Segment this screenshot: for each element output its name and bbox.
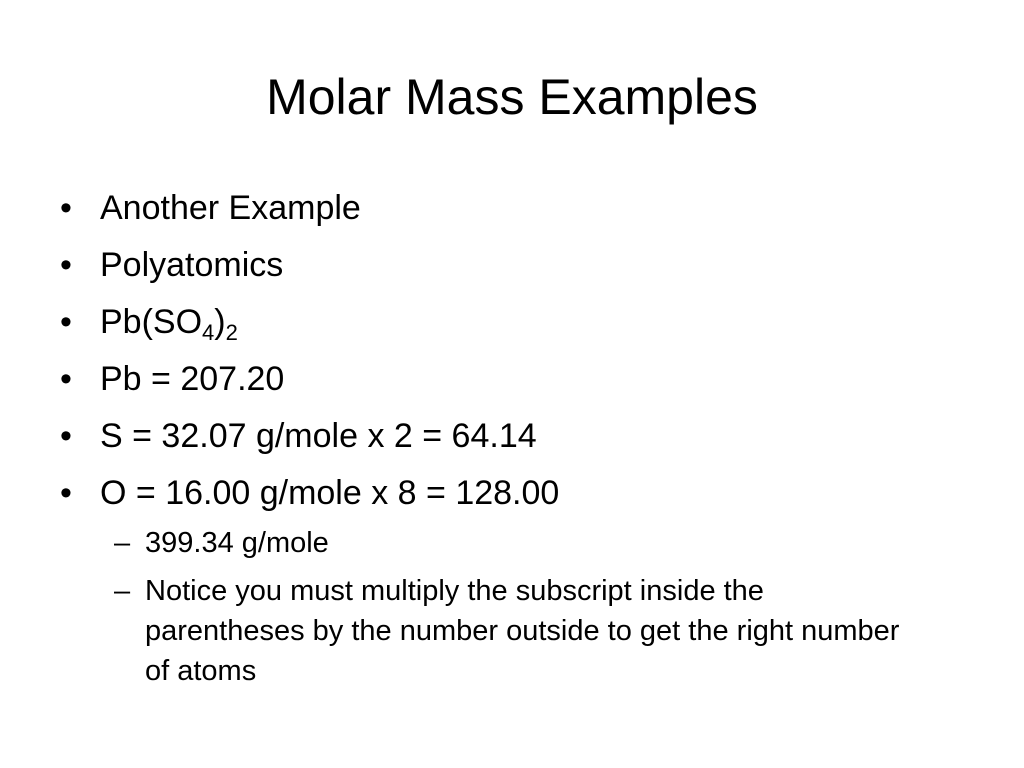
bullet-marker: •	[60, 189, 72, 227]
bullet-item	[60, 180, 960, 237]
bullet-item	[60, 294, 960, 351]
formula-part: )	[214, 303, 226, 341]
bullet-marker: •	[60, 246, 72, 284]
bullet-item	[60, 465, 960, 522]
formula-subscript: 4	[202, 320, 215, 345]
sub-bullet-item	[60, 523, 960, 563]
formula-part: Pb(SO	[100, 303, 203, 341]
chemical-formula	[100, 303, 238, 345]
bullet-list	[60, 180, 960, 691]
formula-subscript: 2	[225, 320, 238, 345]
bullet-item	[60, 237, 960, 294]
sub-bullet-text: Notice you must multiply the subscript inside the parentheses by the number outside to get the right number of atoms	[145, 575, 900, 687]
bullet-marker: •	[60, 474, 72, 512]
bullet-item	[60, 351, 960, 408]
bullet-marker: •	[60, 303, 72, 341]
bullet-text: Polyatomics	[100, 246, 284, 284]
dash-marker: –	[114, 575, 131, 607]
bullet-text: Pb = 207.20	[100, 360, 285, 398]
bullet-text: S = 32.07 g/mole x 2 = 64.14	[100, 417, 537, 455]
bullet-marker: •	[60, 417, 72, 455]
bullet-marker: •	[60, 360, 72, 398]
sub-bullet-item	[60, 571, 960, 691]
sub-bullet-group	[60, 523, 960, 691]
sub-bullet-text: 399.34 g/mole	[145, 527, 329, 559]
bullet-text: O = 16.00 g/mole x 8 = 128.00	[100, 474, 560, 512]
bullet-text: Another Example	[100, 189, 361, 227]
sub-bullet-list	[60, 523, 960, 691]
dash-marker: –	[114, 527, 131, 559]
slide-title: Molar Mass Examples	[266, 69, 758, 125]
bullet-item	[60, 408, 960, 465]
